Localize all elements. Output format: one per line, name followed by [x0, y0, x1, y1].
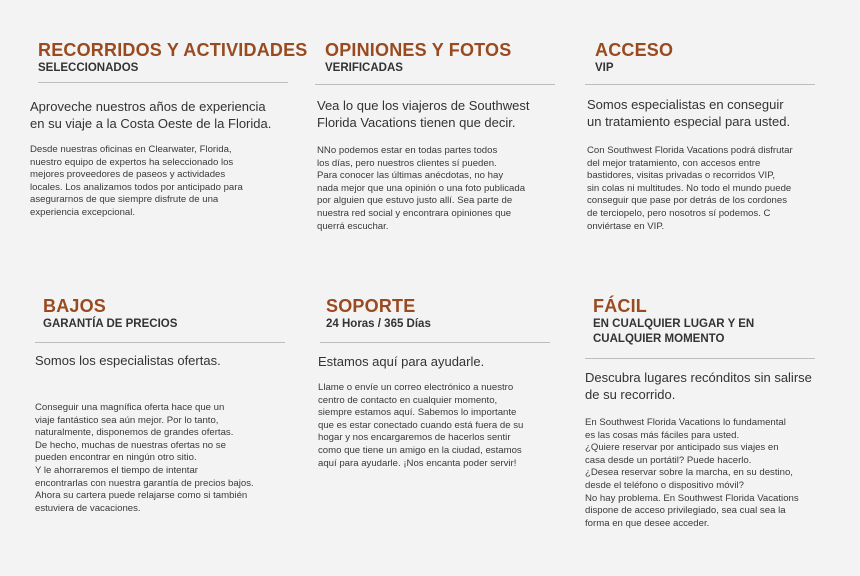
- feature-title: RECORRIDOS Y ACTIVIDADES: [38, 40, 308, 60]
- feature-subtitle: VIP: [595, 62, 614, 74]
- feature-title: BAJOS: [43, 296, 107, 316]
- feature-title: SOPORTE: [326, 296, 416, 316]
- feature-body: Conseguir una magnífica oferta hace que un viaje fantástico sea aún mejor. Por lo tanto, naturalmente, disponemos de grandes ofertas. De hecho, muchas de nuestras ofertas no se pueden encontrar en ningún otro sitio. Y le ahorraremos el tiempo de intentar encontrarlas con nuestra garantía de precios bajos. Ahora su cartera puede relajarse como si también estuviera de vacaciones.: [35, 402, 254, 514]
- feature-divider: [320, 342, 550, 343]
- feature-lead: Somos los especialistas ofertas.: [35, 353, 221, 368]
- feature-body: En Southwest Florida Vacations lo fundamental es las cosas más fáciles para usted. ¿Quiere reservar por anticipado sus viajes en casa desde un portátil? Puede hacerlo. ¿Desea reservar sobre la marcha, en su destino, desde el teléfono o dispositivo móvil? No hay problema. En Southwest Florida Vacations dispone de acceso privilegiado, sea cual sea la forma en que desee acceder.: [585, 417, 799, 529]
- feature-vip-access: [587, 40, 845, 232]
- feature-subtitle: EN CUALQUIER LUGAR Y EN CUALQUIER MOMENTO: [593, 318, 755, 345]
- feature-lead: Aproveche nuestros años de experiencia en su viaje a la Costa Oeste de la Florida.: [30, 99, 272, 131]
- feature-lead: Estamos aquí para ayudarle.: [318, 354, 485, 369]
- feature-easy: [585, 296, 843, 529]
- feature-divider: [315, 84, 555, 85]
- feature-title: FÁCIL: [593, 296, 647, 316]
- feature-body: Llame o envíe un correo electrónico a nuestro centro de contacto en cualquier momento, siempre estamos aquí. Sabemos lo importante que es estar conectado cuando está fuera de su hogar y nos encargaremos de hacerlos sentir como que tiene un amigo en la ciudad, estamos aquí para ayudarle. ¡Nos encanta poder servir!: [318, 382, 524, 469]
- feature-lead: Somos especialistas en conseguir un tratamiento especial para usted.: [587, 97, 791, 129]
- feature-divider: [35, 342, 285, 343]
- feature-lead: Descubra lugares recónditos sin salirse de su recorrido.: [585, 370, 812, 402]
- feature-subtitle: VERIFICADAS: [325, 62, 403, 74]
- feature-title: OPINIONES Y FOTOS: [325, 40, 512, 60]
- feature-body: Desde nuestras oficinas en Clearwater, Florida, nuestro equipo de expertos ha seleccionado los mejores proveedores de paseos y actividades locales. Los analizamos todos por anticipado para asegurarnos de que siempre disfrute de una experiencia excepcional.: [30, 144, 243, 218]
- feature-divider: [585, 358, 815, 359]
- feature-subtitle: SELECCIONADOS: [38, 62, 139, 74]
- feature-body: Con Southwest Florida Vacations podrá disfrutar del mejor tratamiento, con accesos entre bastidores, visitas privadas o recorridos VIP, sin colas ni multitudes. No todo el mundo puede conseguir que pase por detrás de los cordones de terciopelo, pero nosotros sí podemos. C onviértase en VIP.: [587, 145, 793, 232]
- feature-lead: Vea lo que los viajeros de Southwest Florida Vacations tienen que decir.: [317, 98, 530, 130]
- feature-body: NNo podemos estar en todas partes todos los días, pero nuestros clientes sí pueden. Para conocer las últimas anécdotas, no hay nada mejor que una opinión o una foto publicada por alguien que estuvo justo allí. Sea parte de nuestra red social y encontrara opiniones que querrá escuchar.: [317, 145, 526, 232]
- feature-support: [318, 296, 576, 469]
- feature-tours-activities: [30, 40, 308, 218]
- feature-subtitle: 24 Horas / 365 Días: [326, 318, 431, 330]
- feature-divider: [38, 82, 288, 83]
- feature-title: ACCESO: [595, 40, 674, 60]
- feature-divider: [585, 84, 815, 85]
- feature-subtitle: GARANTÍA DE PRECIOS: [43, 318, 178, 330]
- feature-reviews-photos: [317, 40, 575, 232]
- feature-low-price-guarantee: [35, 296, 293, 514]
